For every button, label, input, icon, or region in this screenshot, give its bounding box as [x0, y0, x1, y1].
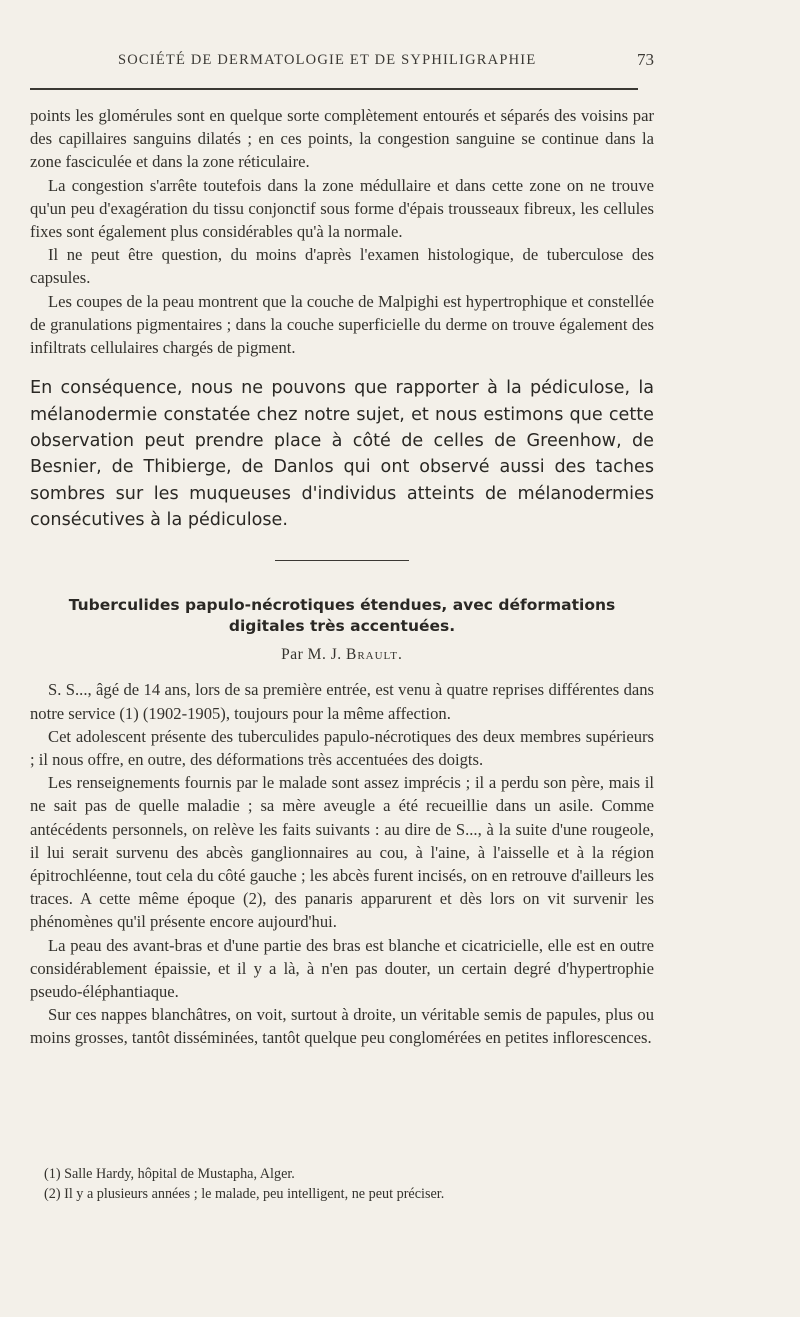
paragraph: La congestion s'arrête toutefois dans la zone médullaire et dans cette zone on ne trouve qu'un peu d'exagération du tissu conjonctif sous forme d'épais trousseaux fibreux, les cellules fixes sont également plus considérables qu'à la normale. — [30, 175, 654, 242]
section-separator — [275, 560, 409, 562]
page-number: 73 — [637, 50, 654, 69]
main-text — [30, 104, 654, 1050]
footnotes — [30, 1164, 654, 1204]
running-title: SOCIÉTÉ DE DERMATOLOGIE ET DE SYPHILIGRAPHIE — [118, 52, 537, 68]
paragraph: points les glomérules sont en quelque sorte complètement entourés et séparés des voisins par des capillaires sanguins dilatés ; en ces points, la congestion sanguine se continue dans la zone fasciculée et dans la zone réticulaire. — [30, 106, 654, 172]
byline-prefix: Par M. J. — [281, 646, 342, 664]
byline — [30, 643, 654, 666]
paragraph: Cet adolescent présente des tuberculides papulo-nécrotiques des deux membres supérieurs ; il nous offre, en outre, des déformations très accentuées des doigts. — [30, 726, 654, 769]
paragraph: Il ne peut être question, du moins d'après l'examen histologique, de tuberculose des capsules. — [30, 245, 654, 288]
conclusion-paragraph: En conséquence, nous ne pouvons que rapporter à la pédiculose, la mélanodermie constatée chez notre sujet, et nous estimons que cette observation peut prendre place à côté de celles de Greenhow, de Besnier, de Thibierge, de Danlos qui ont observé aussi des taches sombres sur les muqueuses d'individus atteints de mélanodermies consécutives à la pédiculose. — [30, 378, 654, 531]
footnote: (2) Il y a plusieurs années ; le malade, peu intelligent, ne peut préciser. — [44, 1186, 445, 1202]
article-title: Tuberculides papulo-nécrotiques étendues, avec déformations digitales très accentuées. — [68, 596, 616, 636]
footnote: (1) Salle Hardy, hôpital de Mustapha, Alger. — [44, 1166, 295, 1182]
paragraph: Sur ces nappes blanchâtres, on voit, surtout à droite, un véritable semis de papules, plus ou moins grosses, tantôt disséminées, tantôt quelque peu conglomérées en petites inflorescences. — [30, 1005, 654, 1048]
paragraph: S. S..., âgé de 14 ans, lors de sa première entrée, est venu à quatre reprises différentes dans notre service (1) (1902-1905), toujours pour la même affection. — [30, 680, 654, 723]
author-name: Brault. — [345, 646, 403, 664]
paragraph: Les coupes de la peau montrent que la couche de Malpighi est hypertrophique et constellée de granulations pigmentaires ; dans la couche superficielle du derme on trouve également des infiltrats cellulaires chargés de pigment. — [30, 291, 654, 358]
paragraph: La peau des avant-bras et d'une partie des bras est blanche et cicatricielle, elle est en outre considérablement épaissie, et il y a là, à n'en pas douter, un certain degré d'hypertrophie pseudo-éléphantiaque. — [30, 935, 654, 1002]
header-rule — [30, 88, 638, 90]
paragraph: Les renseignements fournis par le malade sont assez imprécis ; il a perdu son père, mais il ne sait pas de quelle maladie ; sa mère aveugle a été recueillie dans un asile. Comme antécédents personnels, on relève les faits suivants : au dire de S..., à la suite d'une rougeole, il lui serait survenu des abcès ganglionnaires au cou, à l'aine, à l'aisselle et à la région épitrochléenne, tout cela du côté gauche ; les abcès furent incisés, on en retrouve d'ailleurs les traces. A cette même époque (2), des panaris apparurent et dès lors on vit survenir les phénomènes qu'il présente encore aujourd'hui. — [30, 773, 654, 932]
